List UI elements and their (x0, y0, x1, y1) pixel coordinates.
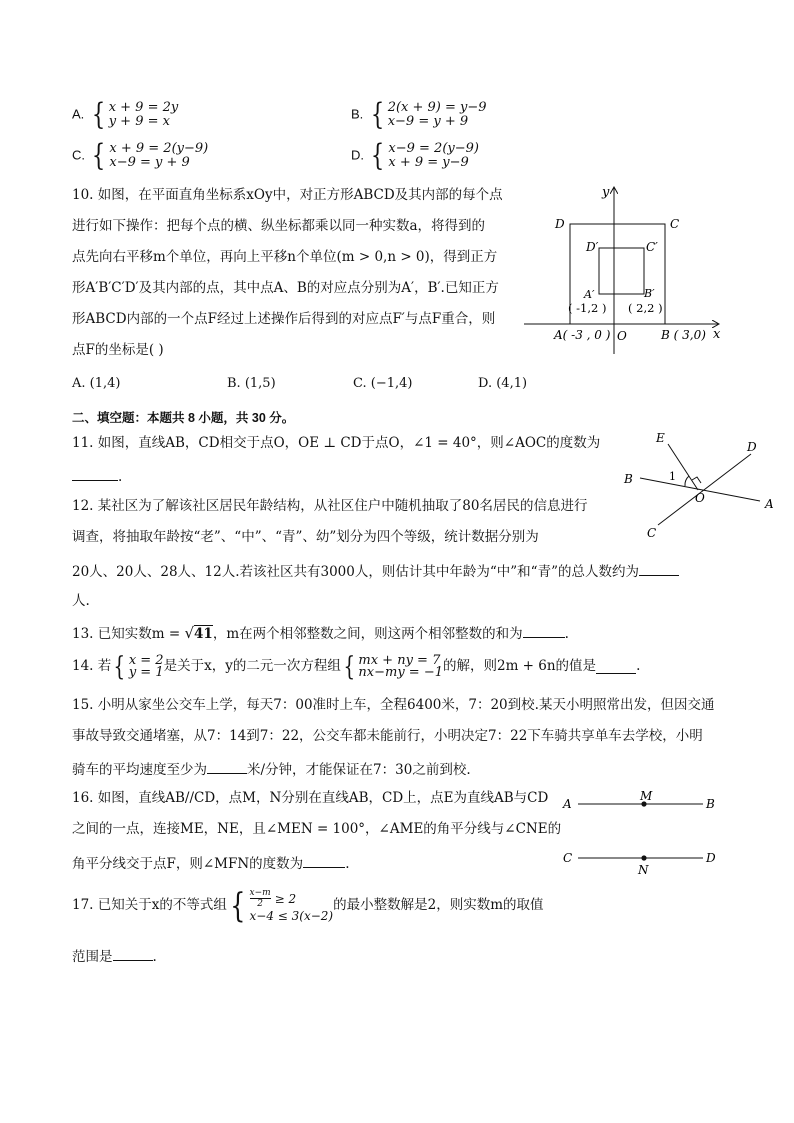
punctuation: . (152, 949, 157, 965)
answer-blank[interactable] (207, 761, 247, 774)
option-label: D. (351, 147, 364, 163)
q13-text-after: ，m在两个相邻整数之间，则这两个相邻整数的和为 (212, 626, 523, 642)
point-a-label: A( -3 , 0 ) (554, 328, 611, 342)
q17-text-before: 17. 已知关于x的不等式组 (72, 896, 227, 913)
origin-label: O (617, 329, 627, 343)
equation-line: x−9 = y + 9 (109, 155, 190, 170)
brace-icon: { (371, 138, 385, 173)
inequality-rest: ≥ 2 (274, 891, 297, 906)
punctuation: . (345, 856, 350, 872)
q9-option-a (72, 97, 179, 132)
fraction-numerator: x−m (249, 888, 271, 898)
equation-system (89, 138, 209, 173)
q17-text-after: 的最小整数解是2，则实数m的取值 (333, 896, 544, 913)
q14-text-mid: 是关于x，y的二元一次方程组 (163, 658, 341, 675)
q15-text: 米/分钟，才能保证在7：30之前到校. (247, 762, 471, 778)
inequality-system (227, 885, 334, 926)
q15-line-1: 15. 小明从家坐公交车上学，每天7：00准时上车，全程6400米，7：20到校.某天小明照常出发，但因交通 (72, 697, 715, 713)
equation-line: x−9 = 2(y−9) (388, 141, 479, 156)
answer-blank[interactable] (639, 563, 679, 576)
equation-system (89, 97, 179, 132)
q11-figure (615, 428, 785, 546)
q11-line-2 (72, 468, 122, 485)
b-prime-coordinate: ( 2,2 ) (628, 301, 663, 315)
point-b-label: B (624, 472, 633, 486)
equation-system (341, 654, 443, 680)
solution-system (111, 654, 163, 680)
q14-text-after: 的解，则2m + 6n的值是 (442, 658, 597, 675)
q14-line (72, 654, 640, 680)
q12-line-3 (72, 563, 679, 580)
q16-figure (558, 786, 728, 882)
point-b-label: B ( 3,0) (661, 328, 706, 342)
sqrt-icon: √ (184, 624, 195, 642)
ray-oe (668, 444, 698, 490)
q15-line-3 (72, 761, 471, 778)
point-d-label: D (555, 217, 565, 231)
equation-line: x−9 = y + 9 (387, 114, 469, 129)
point-c-label: C (563, 851, 573, 865)
q12-text: 20人、20人、28人、12人.若该社区共有3000人，则估计其中年龄为“中”和“青”的总人数约为 (72, 564, 639, 580)
answer-blank[interactable] (303, 855, 345, 868)
q11-line-1: 11. 如图，直线AB，CD相交于点O，OE ⊥ CD于点O，∠1 = 40°，则∠AOC的度数为 (72, 435, 601, 451)
fraction-denominator: 2 (257, 899, 263, 909)
equation-system (368, 138, 479, 173)
point-c-label: C (670, 217, 680, 231)
q12-line-2: 调查，将抽取年龄按“老”、“中”、“青”、幼”划分为四个等级，统计数据分别为 (72, 529, 539, 545)
q14-text-before: 14. 若 (72, 658, 112, 675)
a-prime-coordinate: ( -1,2 ) (568, 301, 607, 315)
q9-option-d (351, 138, 479, 173)
y-axis-label: y (602, 185, 610, 200)
point-b-label: B (706, 797, 715, 811)
q16-line-3 (72, 855, 349, 872)
section-heading: 二、填空题：本题共 8 小题，共 30 分。 (72, 411, 295, 425)
brace-icon: { (343, 652, 355, 682)
q9-option-c (72, 138, 209, 173)
equation-line: y = 1 (128, 665, 164, 680)
punctuation: . (636, 658, 641, 675)
q10-line-3: 点先向右平移m个单位，再向上平移n个单位(m > 0,n > 0)，得到正方 (72, 249, 498, 265)
point-a-label: A (765, 497, 774, 511)
point-a-label: A (563, 797, 572, 811)
answer-blank[interactable] (113, 948, 153, 961)
point-d-label: D (747, 440, 757, 454)
angle-1-label: 1 (669, 470, 676, 483)
q13-text-before: 13. 已知实数m = (72, 626, 185, 642)
q10-coordinate-figure (520, 178, 730, 356)
q17-text: 范围是 (72, 949, 113, 965)
x-axis-label: x (713, 327, 721, 342)
equation-line: y + 9 = x (108, 114, 170, 129)
q10-line-1: 10. 如图，在平面直角坐标系xOy中，对正方形ABCD及其内部的每个点 (72, 187, 503, 203)
answer-blank[interactable] (596, 661, 636, 674)
brace-icon: { (91, 97, 105, 132)
q16-line-2: 之间的一点，连接ME，NE，且∠MEN = 100°，∠AME的角平分线与∠CNE的 (72, 821, 562, 837)
q10-line-5: 形ABCD内部的一个点F经过上述操作后得到的对应点F′与点F重合，则 (72, 311, 496, 327)
q15-text: 骑车的平均速度至少为 (72, 762, 207, 778)
q17-line-1 (72, 885, 544, 926)
equation-line: mx + ny = 7 (358, 653, 441, 668)
q10-line-2: 进行如下操作：把每个点的横、纵坐标都乘以同一种实数a，将得到的 (72, 218, 486, 234)
square-abcd-prime (599, 248, 644, 294)
q12-line-4: 人. (72, 593, 90, 609)
option-label: A. (72, 106, 85, 122)
radicand: 41 (194, 626, 213, 642)
point-c-label: C (647, 526, 657, 540)
option-label: B. (351, 106, 364, 122)
q16-line-1: 16. 如图，直线AB//CD，点M，N分别在直线AB，CD上，点E为直线AB与CD (72, 790, 549, 806)
option-label: C. (72, 147, 85, 163)
q12-line-1: 12. 某社区为了解该社区居民年龄结构，从社区住户中随机抽取了80名居民的信息进行 (72, 498, 588, 514)
equation-line: 2(x + 9) = y−9 (387, 100, 487, 115)
q10-line-4: 形A′B′C′D′及其内部的点，其中点A、B的对应点分别为A′，B′.已知正方 (72, 280, 499, 296)
point-d-prime-label: D′ (586, 240, 599, 254)
q9-option-b (351, 97, 487, 132)
line-cd (658, 454, 751, 525)
point-n-label: N (638, 863, 649, 877)
answer-blank[interactable] (72, 468, 118, 481)
answer-blank[interactable] (523, 625, 565, 638)
point-e-label: E (656, 431, 665, 445)
angle-arc (685, 476, 689, 486)
q15-line-2: 事故导致交通堵塞，从7：14到7：22，公交车都未能前行，小明决定7：22下车骑共享单车去学校，小明 (72, 728, 703, 744)
punctuation: . (564, 626, 569, 642)
equation-line: nx−my = −1 (358, 665, 443, 680)
q10-option-d: D. (4,1) (478, 376, 528, 391)
point-o-label: O (695, 491, 705, 505)
q16-text: 角平分线交于点F，则∠MFN的度数为 (72, 856, 304, 872)
q17-line-2 (72, 948, 157, 965)
brace-icon: { (230, 885, 246, 926)
equation-line: x + 9 = y−9 (388, 155, 469, 170)
q10-option-c: C. (−1,4) (353, 376, 413, 391)
q10-option-b: B. (1,5) (227, 376, 276, 391)
equation-line: x + 9 = 2(y−9) (109, 141, 209, 156)
q13-line (72, 625, 569, 642)
brace-icon: { (92, 138, 106, 173)
punctuation: . (118, 469, 123, 485)
point-c-prime-label: C′ (646, 240, 658, 254)
brace-icon: { (113, 652, 126, 682)
q10-option-a: A. (1,4) (72, 376, 121, 391)
point-b-prime-label: B′ (644, 287, 655, 300)
inequality-line: x−4 ≤ 3(x−2) (249, 909, 334, 923)
equation-system (368, 97, 487, 132)
point-a-prime-label: A′ (584, 288, 595, 301)
point-d-label: D (706, 851, 716, 865)
q10-line-6: 点F的坐标是( ) (72, 342, 164, 358)
equation-line: x = 2 (128, 653, 164, 668)
point-m-label: M (640, 789, 653, 803)
brace-icon: { (370, 97, 384, 132)
equation-line: x + 9 = 2y (108, 100, 179, 115)
point-n (641, 855, 646, 860)
